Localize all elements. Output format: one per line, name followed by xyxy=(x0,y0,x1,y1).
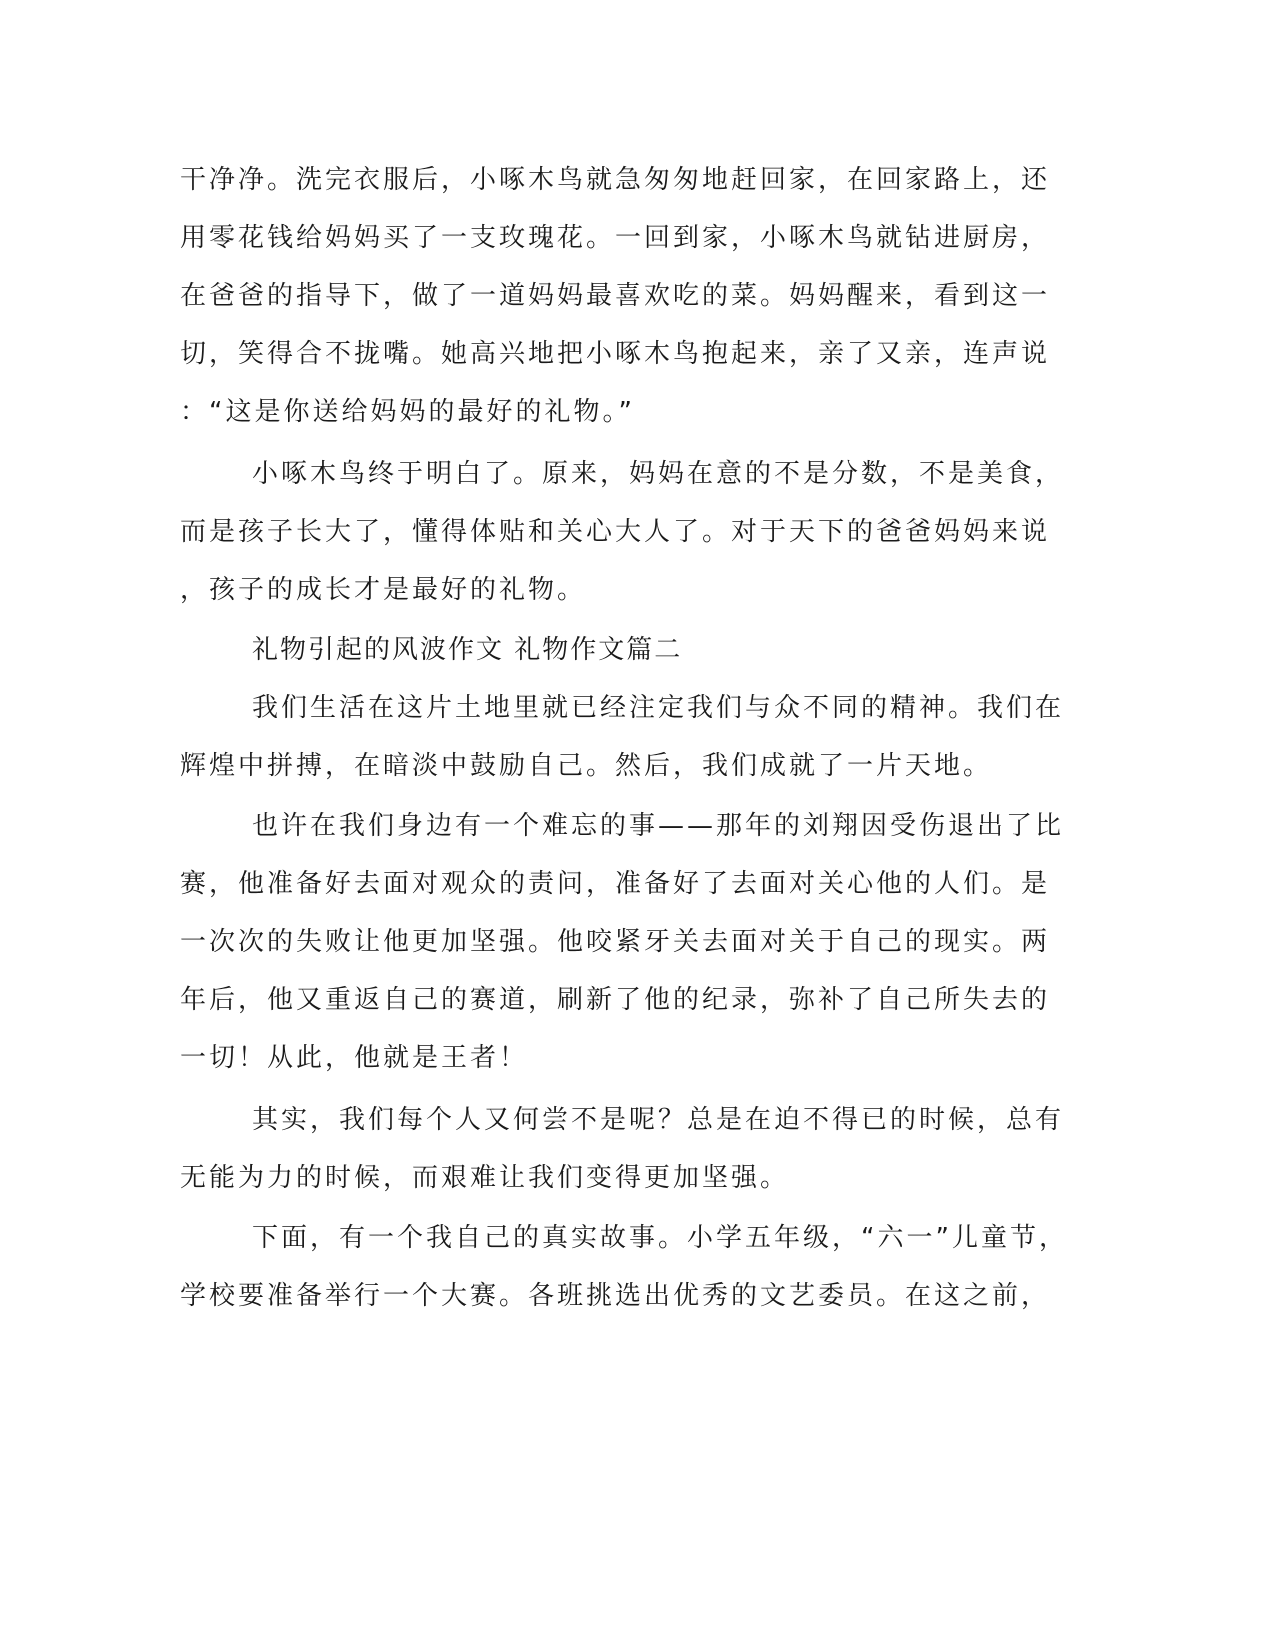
text-line: 一切！从此，他就是王者！ xyxy=(180,1043,529,1073)
text-line: ，孩子的成长才是最好的礼物。 xyxy=(180,575,587,605)
paragraph-first-line: 我们生活在这片土地里就已经注定我们与众不同的精神。我们在 xyxy=(252,693,1065,723)
paragraph-first-line: 下面，有一个我自己的真实故事。小学五年级，“六一”儿童节， xyxy=(252,1223,1068,1253)
text-line: ：“这是你送给妈妈的最好的礼物。” xyxy=(180,397,635,427)
section-heading: 礼物引起的风波作文 礼物作文篇二 xyxy=(252,635,683,665)
text-line: 而是孩子长大了，懂得体贴和关心大人了。对于天下的爸爸妈妈来说 xyxy=(180,517,1051,547)
text-line: 在爸爸的指导下，做了一道妈妈最喜欢吃的菜。妈妈醒来，看到这一 xyxy=(180,281,1051,311)
text-line: 年后，他又重返自己的赛道，刷新了他的纪录，弥补了自己所失去的 xyxy=(180,985,1051,1015)
text-line: 切，笑得合不拢嘴。她高兴地把小啄木鸟抱起来，亲了又亲，连声说 xyxy=(180,339,1051,369)
text-line: 学校要准备举行一个大赛。各班挑选出优秀的文艺委员。在这之前， xyxy=(180,1281,1051,1311)
text-line: 赛，他准备好去面对观众的责问，准备好了去面对关心他的人们。是 xyxy=(180,869,1051,899)
text-line: 无能为力的时候，而艰难让我们变得更加坚强。 xyxy=(180,1163,790,1193)
text-line: 用零花钱给妈妈买了一支玫瑰花。一回到家，小啄木鸟就钻进厨房， xyxy=(180,223,1051,253)
paragraph-first-line: 其实，我们每个人又何尝不是呢？总是在迫不得已的时候，总有 xyxy=(252,1105,1065,1135)
paragraph-first-line: 也许在我们身边有一个难忘的事——那年的刘翔因受伤退出了比 xyxy=(252,811,1065,841)
text-line: 干净净。洗完衣服后，小啄木鸟就急匆匆地赶回家，在回家路上，还 xyxy=(180,165,1051,195)
paragraph-first-line: 小啄木鸟终于明白了。原来，妈妈在意的不是分数，不是美食， xyxy=(252,459,1065,489)
text-line: 一次次的失败让他更加坚强。他咬紧牙关去面对关于自己的现实。两 xyxy=(180,927,1051,957)
text-line: 辉煌中拼搏，在暗淡中鼓励自己。然后，我们成就了一片天地。 xyxy=(180,751,993,781)
